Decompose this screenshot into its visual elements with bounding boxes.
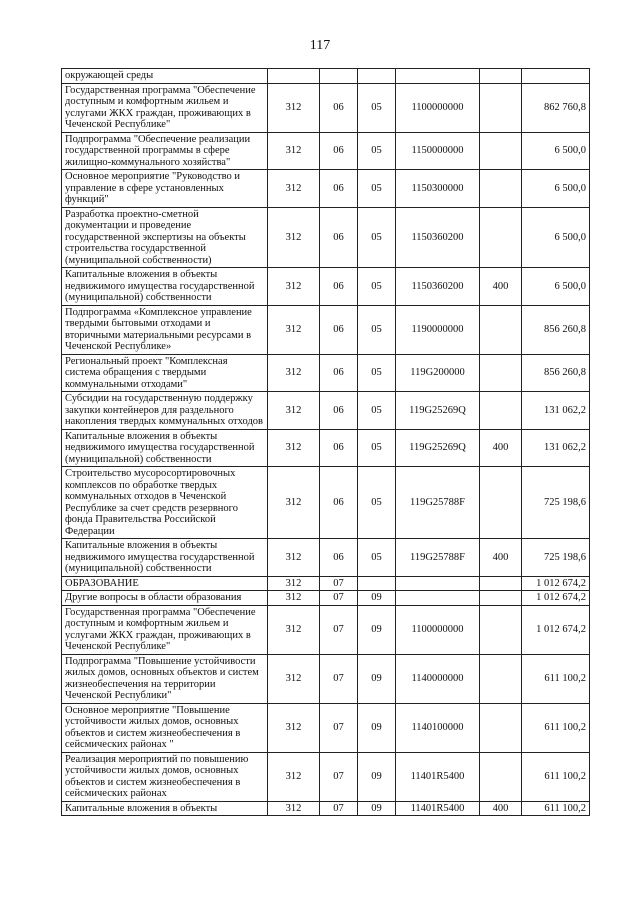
- row-description: Государственная программа "Обеспечение доступным и комфортным жильем и услугами ЖКХ граждан, проживающих в Чеченской Республике": [62, 605, 268, 654]
- row-grbs-code: 312: [268, 654, 320, 703]
- row-section-code: 06: [320, 354, 358, 392]
- row-target-article-code: 119G25269Q: [396, 392, 480, 430]
- row-description: Подпрограмма "Обеспечение реализации государственной программы в сфере жилищно-коммунального хозяйства": [62, 132, 268, 170]
- table-row: [62, 539, 590, 577]
- row-grbs-code: 312: [268, 132, 320, 170]
- row-subsection-code: 09: [358, 752, 396, 801]
- row-subsection-code: 05: [358, 354, 396, 392]
- row-expense-type-code: [480, 654, 522, 703]
- row-target-article-code: 1140000000: [396, 654, 480, 703]
- row-section-code: 07: [320, 605, 358, 654]
- row-grbs-code: 312: [268, 268, 320, 306]
- row-subsection-code: 05: [358, 268, 396, 306]
- row-grbs-code: 312: [268, 605, 320, 654]
- table-row: [62, 467, 590, 539]
- row-grbs-code: 312: [268, 207, 320, 268]
- row-description: Основное мероприятие "Повышение устойчивости жилых домов, основных объектов и систем жизнеобеспечения в сейсмических районах ": [62, 703, 268, 752]
- row-expense-type-code: [480, 305, 522, 354]
- row-description: окружающей среды: [62, 69, 268, 84]
- row-amount: 1 012 674,2: [522, 591, 590, 606]
- row-description: Подпрограмма "Повышение устойчивости жилых домов, основных объектов и систем жизнеобеспечения на территории Чеченской Республики": [62, 654, 268, 703]
- row-grbs-code: 312: [268, 354, 320, 392]
- row-subsection-code: 09: [358, 654, 396, 703]
- row-amount: 862 760,8: [522, 83, 590, 132]
- row-target-article-code: [396, 69, 480, 84]
- row-target-article-code: 1150000000: [396, 132, 480, 170]
- row-expense-type-code: [480, 703, 522, 752]
- table-row: [62, 654, 590, 703]
- row-section-code: 06: [320, 467, 358, 539]
- budget-table: [61, 68, 590, 816]
- table-row: [62, 69, 590, 84]
- row-subsection-code: 05: [358, 132, 396, 170]
- row-grbs-code: 312: [268, 467, 320, 539]
- row-target-article-code: 1140100000: [396, 703, 480, 752]
- row-target-article-code: [396, 576, 480, 591]
- row-expense-type-code: 400: [480, 268, 522, 306]
- row-amount: 611 100,2: [522, 801, 590, 816]
- row-subsection-code: 09: [358, 703, 396, 752]
- row-subsection-code: 05: [358, 539, 396, 577]
- row-section-code: 07: [320, 703, 358, 752]
- row-description: Капитальные вложения в объекты недвижимого имущества государственной (муниципальной) собственности: [62, 539, 268, 577]
- row-expense-type-code: [480, 591, 522, 606]
- row-target-article-code: 1150360200: [396, 207, 480, 268]
- row-amount: 611 100,2: [522, 752, 590, 801]
- row-description: Капитальные вложения в объекты: [62, 801, 268, 816]
- row-description: Строительство мусоросортировочных комплексов по обработке твердых коммунальных отходов в Чеченской Республике за счет средств резервного фонда Правительства Российской Федерации: [62, 467, 268, 539]
- table-row: [62, 703, 590, 752]
- row-target-article-code: 119G200000: [396, 354, 480, 392]
- row-grbs-code: 312: [268, 392, 320, 430]
- row-section-code: 06: [320, 170, 358, 208]
- row-section-code: 06: [320, 539, 358, 577]
- table-row: [62, 132, 590, 170]
- table-row: [62, 429, 590, 467]
- table-row: [62, 83, 590, 132]
- row-description: Подпрограмма «Комплексное управление твердыми бытовыми отходами и вторичными материальными ресурсами в Чеченской Республике»: [62, 305, 268, 354]
- row-amount: 725 198,6: [522, 467, 590, 539]
- row-subsection-code: 05: [358, 207, 396, 268]
- row-target-article-code: 11401R5400: [396, 801, 480, 816]
- row-grbs-code: 312: [268, 703, 320, 752]
- table-row: [62, 354, 590, 392]
- table-row: [62, 576, 590, 591]
- row-target-article-code: 119G25269Q: [396, 429, 480, 467]
- row-grbs-code: 312: [268, 576, 320, 591]
- row-grbs-code: 312: [268, 591, 320, 606]
- table-row: [62, 207, 590, 268]
- row-subsection-code: 09: [358, 605, 396, 654]
- row-expense-type-code: [480, 83, 522, 132]
- row-target-article-code: 119G25788F: [396, 539, 480, 577]
- row-expense-type-code: [480, 576, 522, 591]
- row-amount: 131 062,2: [522, 429, 590, 467]
- row-amount: 611 100,2: [522, 654, 590, 703]
- row-amount: 1 012 674,2: [522, 576, 590, 591]
- row-target-article-code: 1100000000: [396, 605, 480, 654]
- row-expense-type-code: [480, 207, 522, 268]
- row-section-code: 06: [320, 305, 358, 354]
- row-expense-type-code: [480, 752, 522, 801]
- row-target-article-code: 119G25788F: [396, 467, 480, 539]
- row-amount: 856 260,8: [522, 305, 590, 354]
- row-amount: 611 100,2: [522, 703, 590, 752]
- row-section-code: 07: [320, 576, 358, 591]
- row-section-code: 06: [320, 83, 358, 132]
- row-grbs-code: 312: [268, 429, 320, 467]
- row-subsection-code: 05: [358, 429, 396, 467]
- row-subsection-code: 09: [358, 801, 396, 816]
- row-expense-type-code: [480, 132, 522, 170]
- row-expense-type-code: [480, 467, 522, 539]
- row-description: Капитальные вложения в объекты недвижимого имущества государственной (муниципальной) собственности: [62, 429, 268, 467]
- row-description: Основное мероприятие "Руководство и управление в сфере установленных функций": [62, 170, 268, 208]
- row-expense-type-code: [480, 392, 522, 430]
- row-grbs-code: 312: [268, 539, 320, 577]
- row-subsection-code: 05: [358, 170, 396, 208]
- row-description: Другие вопросы в области образования: [62, 591, 268, 606]
- row-expense-type-code: 400: [480, 539, 522, 577]
- row-subsection-code: 05: [358, 305, 396, 354]
- row-grbs-code: [268, 69, 320, 84]
- row-amount: 6 500,0: [522, 170, 590, 208]
- row-description: Государственная программа "Обеспечение доступным и комфортным жильем и услугами ЖКХ граждан, проживающих в Чеченской Республике": [62, 83, 268, 132]
- row-section-code: 07: [320, 591, 358, 606]
- row-description: Реализация мероприятий по повышению устойчивости жилых домов, основных объектов и систем жизнеобеспечения в сейсмических районах: [62, 752, 268, 801]
- table-row: [62, 392, 590, 430]
- row-section-code: 07: [320, 654, 358, 703]
- row-description: Субсидии на государственную поддержку закупки контейнеров для раздельного накопления твердых коммунальных отходов: [62, 392, 268, 430]
- row-target-article-code: 11401R5400: [396, 752, 480, 801]
- row-amount: 725 198,6: [522, 539, 590, 577]
- row-amount: 6 500,0: [522, 132, 590, 170]
- row-target-article-code: 1190000000: [396, 305, 480, 354]
- row-amount: 6 500,0: [522, 207, 590, 268]
- row-expense-type-code: [480, 605, 522, 654]
- row-description: ОБРАЗОВАНИЕ: [62, 576, 268, 591]
- row-subsection-code: 05: [358, 467, 396, 539]
- row-subsection-code: [358, 69, 396, 84]
- row-amount: [522, 69, 590, 84]
- row-grbs-code: 312: [268, 170, 320, 208]
- row-section-code: 06: [320, 207, 358, 268]
- row-section-code: [320, 69, 358, 84]
- row-expense-type-code: [480, 354, 522, 392]
- row-description: Региональный проект "Комплексная система обращения с твердыми коммунальными отходами": [62, 354, 268, 392]
- row-section-code: 07: [320, 752, 358, 801]
- row-target-article-code: 1100000000: [396, 83, 480, 132]
- row-amount: 856 260,8: [522, 354, 590, 392]
- page-number: 117: [309, 38, 331, 53]
- row-description: Разработка проектно-сметной документации и проведение государственной экспертизы на объекты строительства государственной (муниципальной собственности): [62, 207, 268, 268]
- row-grbs-code: 312: [268, 83, 320, 132]
- row-expense-type-code: 400: [480, 801, 522, 816]
- table-row: [62, 591, 590, 606]
- row-grbs-code: 312: [268, 752, 320, 801]
- table-row: [62, 605, 590, 654]
- row-subsection-code: 09: [358, 591, 396, 606]
- row-expense-type-code: 400: [480, 429, 522, 467]
- row-target-article-code: 1150300000: [396, 170, 480, 208]
- row-grbs-code: 312: [268, 801, 320, 816]
- row-target-article-code: [396, 591, 480, 606]
- row-subsection-code: [358, 576, 396, 591]
- row-expense-type-code: [480, 170, 522, 208]
- table-row: [62, 305, 590, 354]
- row-amount: 131 062,2: [522, 392, 590, 430]
- row-grbs-code: 312: [268, 305, 320, 354]
- row-amount: 1 012 674,2: [522, 605, 590, 654]
- row-section-code: 07: [320, 801, 358, 816]
- row-amount: 6 500,0: [522, 268, 590, 306]
- row-target-article-code: 1150360200: [396, 268, 480, 306]
- table-row: [62, 268, 590, 306]
- row-expense-type-code: [480, 69, 522, 84]
- table-row: [62, 170, 590, 208]
- row-section-code: 06: [320, 429, 358, 467]
- row-section-code: 06: [320, 392, 358, 430]
- row-section-code: 06: [320, 132, 358, 170]
- table-row: [62, 801, 590, 816]
- row-subsection-code: 05: [358, 83, 396, 132]
- table-row: [62, 752, 590, 801]
- row-section-code: 06: [320, 268, 358, 306]
- row-description: Капитальные вложения в объекты недвижимого имущества государственной (муниципальной) собственности: [62, 268, 268, 306]
- row-subsection-code: 05: [358, 392, 396, 430]
